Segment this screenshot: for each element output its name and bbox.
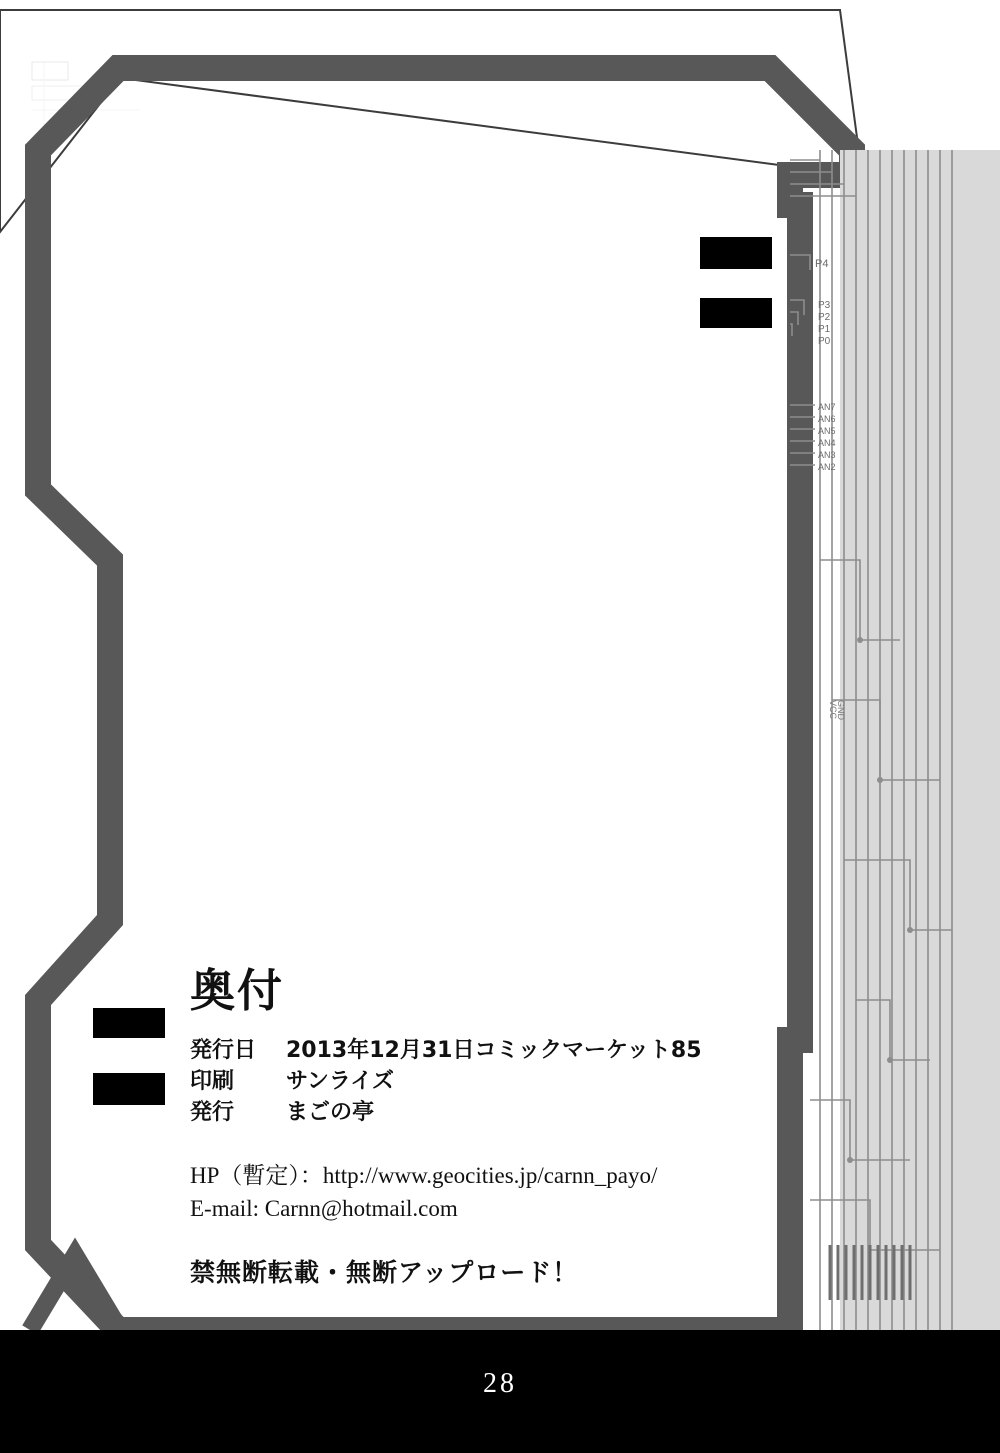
registration-tab-upper [700, 298, 772, 328]
bus-label-an2: AN2 [818, 462, 836, 472]
pin-label-p3: P3 [818, 300, 831, 311]
rail-label-gnd: GND [836, 700, 846, 720]
registration-tab-top [700, 237, 772, 269]
registration-tab-lower [93, 1008, 165, 1038]
pin-label-p2: P2 [818, 312, 831, 323]
colophon-row [190, 1097, 780, 1128]
circuit-artwork [790, 0, 1000, 1330]
colophon-row [190, 1066, 780, 1097]
bus-label-an6: AN6 [818, 414, 836, 424]
colophon-heading: 奥付 [190, 964, 285, 1017]
colophon-value-print: サンライズ [286, 1069, 395, 1095]
pin-label-p0: P0 [818, 336, 831, 347]
bus-label-an4: AN4 [818, 438, 836, 448]
colophon-row [190, 1035, 780, 1066]
colophon-label-print: 印刷 [190, 1069, 235, 1095]
rail-label-vcc: VCC [828, 700, 838, 720]
colophon-rows [190, 1035, 780, 1129]
colophon-label-publisher: 発行 [190, 1100, 235, 1126]
homepage-link[interactable]: HP（暫定）：http://www.geocities.jp/carnn_payo/ [190, 1162, 658, 1188]
copyright-notice: 禁無断転載・無断アップロード！ [190, 1258, 579, 1288]
pin-label-p4: P4 [815, 258, 829, 270]
contact-block [190, 1159, 780, 1226]
email-link[interactable]: E-mail: Carnn@hotmail.com [190, 1196, 458, 1222]
colophon-block [190, 964, 780, 1289]
page-number: 28 [483, 1368, 517, 1399]
bus-label-an7: AN7 [818, 402, 836, 412]
bus-label-an5: AN5 [818, 426, 836, 436]
colophon-label-date: 発行日 [190, 1038, 257, 1063]
registration-tab-bottom [93, 1073, 165, 1105]
colophon-value-date: 2013年12月31日コミックマーケット85 [286, 1038, 702, 1063]
bus-label-an3: AN3 [818, 450, 836, 460]
pin-label-p1: P1 [818, 324, 831, 335]
colophon-value-publisher: まごの亭 [286, 1100, 375, 1126]
